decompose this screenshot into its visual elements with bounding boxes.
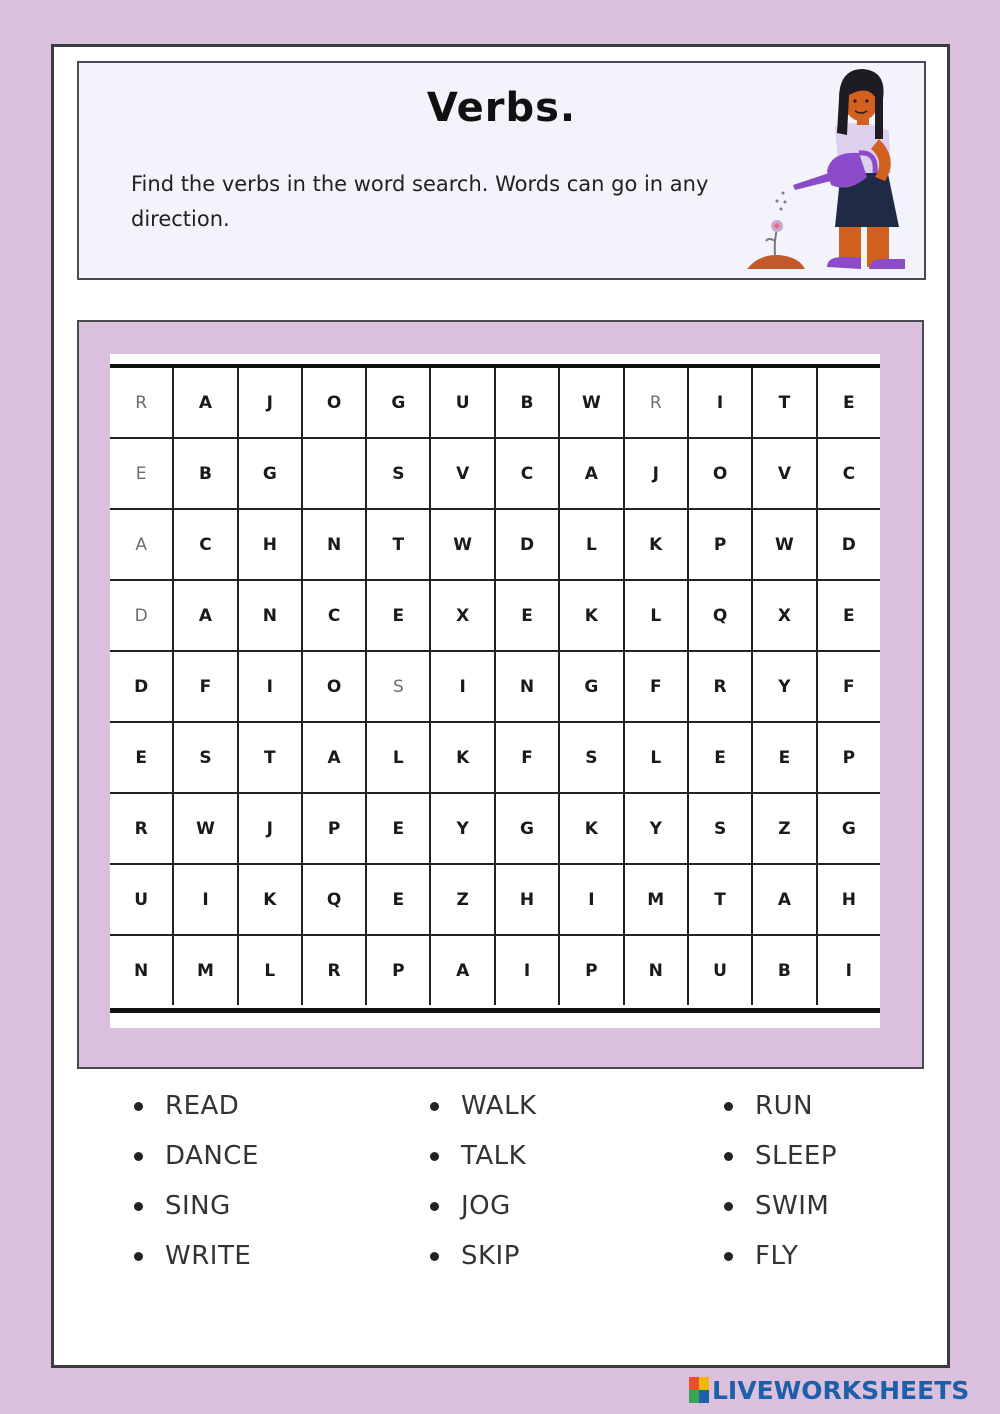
grid-cell[interactable]: A bbox=[430, 935, 494, 1005]
grid-bottom-rule bbox=[110, 1008, 880, 1013]
grid-cell[interactable]: Y bbox=[430, 793, 494, 864]
bullet-icon bbox=[724, 1152, 733, 1161]
grid-cell[interactable]: B bbox=[752, 935, 816, 1005]
grid-cell[interactable]: U bbox=[430, 368, 494, 438]
bullet-icon bbox=[724, 1252, 733, 1261]
grid-cell[interactable]: C bbox=[817, 438, 880, 509]
word-label: SLEEP bbox=[755, 1141, 838, 1171]
grid-cell[interactable]: A bbox=[173, 580, 237, 651]
grid-cell[interactable]: E bbox=[366, 580, 430, 651]
word-list-item bbox=[426, 1183, 666, 1233]
grid-cell[interactable]: F bbox=[173, 651, 237, 722]
word-list-item bbox=[426, 1133, 666, 1183]
word-label: SKIP bbox=[461, 1241, 520, 1271]
word-list-item bbox=[130, 1183, 370, 1233]
header-box bbox=[77, 61, 926, 280]
grid-cell[interactable]: I bbox=[495, 935, 559, 1005]
word-label: WALK bbox=[461, 1091, 537, 1121]
grid-cell[interactable]: I bbox=[238, 651, 302, 722]
grid-cell[interactable]: K bbox=[559, 580, 623, 651]
grid-cell[interactable]: I bbox=[430, 651, 494, 722]
grid-cell[interactable]: F bbox=[624, 651, 688, 722]
word-list-item bbox=[426, 1233, 666, 1283]
bullet-icon bbox=[724, 1102, 733, 1111]
grid-cell[interactable]: V bbox=[430, 438, 494, 509]
grid-cell[interactable]: D bbox=[110, 580, 173, 651]
grid-cell[interactable]: J bbox=[624, 438, 688, 509]
grid-cell[interactable]: A bbox=[110, 509, 173, 580]
grid-cell[interactable]: G bbox=[495, 793, 559, 864]
logo-text: LIVEWORKSHEETS bbox=[712, 1375, 970, 1405]
grid-cell[interactable]: Q bbox=[302, 864, 366, 935]
grid-cell[interactable]: L bbox=[624, 580, 688, 651]
grid-cell[interactable]: F bbox=[817, 651, 880, 722]
grid-cell[interactable]: E bbox=[817, 368, 880, 438]
word-label: RUN bbox=[755, 1091, 814, 1121]
grid-cell[interactable]: G bbox=[559, 651, 623, 722]
grid-cell[interactable]: D bbox=[817, 509, 880, 580]
grid-cell[interactable]: S bbox=[559, 722, 623, 793]
grid-cell[interactable]: D bbox=[495, 509, 559, 580]
grid-cell[interactable]: J bbox=[238, 793, 302, 864]
word-list-item bbox=[720, 1083, 960, 1133]
grid-row bbox=[110, 580, 880, 651]
word-list-item bbox=[130, 1083, 370, 1133]
bullet-icon bbox=[134, 1152, 143, 1161]
grid-cell[interactable]: R bbox=[110, 368, 173, 438]
grid-cell[interactable]: G bbox=[817, 793, 880, 864]
grid-cell[interactable]: J bbox=[238, 368, 302, 438]
grid-cell[interactable]: M bbox=[624, 864, 688, 935]
bullet-icon bbox=[134, 1202, 143, 1211]
grid-cell[interactable]: S bbox=[173, 722, 237, 793]
page-title: Verbs. bbox=[426, 85, 577, 131]
bullet-icon bbox=[134, 1102, 143, 1111]
word-label: TALK bbox=[461, 1141, 527, 1171]
grid-cell[interactable]: R bbox=[110, 793, 173, 864]
grid-cell[interactable]: K bbox=[624, 509, 688, 580]
grid-row bbox=[110, 793, 880, 864]
grid-cell[interactable]: I bbox=[845, 960, 852, 981]
grid-cell[interactable]: E bbox=[110, 438, 173, 509]
word-label: DANCE bbox=[165, 1141, 259, 1171]
word-label: WRITE bbox=[165, 1241, 252, 1271]
bullet-icon bbox=[724, 1202, 733, 1211]
grid-cell[interactable]: Z bbox=[430, 864, 494, 935]
grid-cell[interactable]: H bbox=[817, 864, 880, 935]
grid-cell[interactable]: M bbox=[173, 935, 237, 1005]
grid-cell[interactable]: A bbox=[173, 368, 237, 438]
grid-cell[interactable]: P bbox=[366, 935, 430, 1005]
grid-cell[interactable]: U bbox=[688, 935, 752, 1005]
grid-cell[interactable]: N bbox=[302, 509, 366, 580]
grid-row bbox=[110, 864, 880, 935]
grid-cell[interactable]: G bbox=[366, 368, 430, 438]
grid-cell[interactable]: W bbox=[173, 793, 237, 864]
grid-cell[interactable]: Q bbox=[688, 580, 752, 651]
word-label: JOG bbox=[461, 1191, 511, 1221]
grid-cell[interactable]: E bbox=[366, 793, 430, 864]
grid-cell[interactable]: X bbox=[430, 580, 494, 651]
bullet-icon bbox=[430, 1252, 439, 1261]
grid-cell[interactable]: N bbox=[238, 580, 302, 651]
grid-cell[interactable]: E bbox=[495, 580, 559, 651]
grid-cell[interactable]: L bbox=[366, 722, 430, 793]
grid-cell[interactable]: A bbox=[302, 722, 366, 793]
word-search-table bbox=[110, 368, 880, 1005]
grid-cell[interactable]: K bbox=[559, 793, 623, 864]
grid-cell[interactable]: X bbox=[752, 580, 816, 651]
grid-cell[interactable] bbox=[302, 438, 366, 509]
bullet-icon bbox=[430, 1152, 439, 1161]
grid-cell[interactable]: R bbox=[688, 651, 752, 722]
grid-cell[interactable]: K bbox=[238, 864, 302, 935]
grid-cell[interactable]: C bbox=[302, 580, 366, 651]
grid-cell[interactable]: B bbox=[173, 438, 237, 509]
grid-cell[interactable]: E bbox=[688, 722, 752, 793]
word-list-item bbox=[720, 1183, 960, 1233]
word-label: SWIM bbox=[755, 1191, 830, 1221]
word-label: READ bbox=[165, 1091, 240, 1121]
grid-cell[interactable]: V bbox=[752, 438, 816, 509]
grid-cell[interactable]: W bbox=[430, 509, 494, 580]
word-list-item bbox=[426, 1083, 666, 1133]
grid-cell[interactable]: R bbox=[624, 368, 688, 438]
grid-cell[interactable]: G bbox=[238, 438, 302, 509]
grid-cell[interactable]: L bbox=[559, 509, 623, 580]
grid-cell[interactable]: E bbox=[817, 580, 880, 651]
grid-cell[interactable]: B bbox=[495, 368, 559, 438]
grid-cell[interactable]: L bbox=[624, 722, 688, 793]
grid-cell[interactable]: A bbox=[559, 438, 623, 509]
bullet-icon bbox=[134, 1252, 143, 1261]
grid-row bbox=[110, 722, 880, 793]
grid-cell[interactable]: Y bbox=[624, 793, 688, 864]
grid-cell[interactable]: T bbox=[366, 509, 430, 580]
grid-cell[interactable]: O bbox=[302, 368, 366, 438]
grid-cell[interactable]: P bbox=[817, 722, 880, 793]
grid-row bbox=[110, 438, 880, 509]
word-list-item bbox=[130, 1133, 370, 1183]
grid-cell[interactable]: T bbox=[688, 864, 752, 935]
liveworksheets-logo-icon bbox=[689, 1377, 709, 1403]
grid-cell[interactable]: R bbox=[302, 935, 366, 1005]
grid-cell[interactable]: A bbox=[752, 864, 816, 935]
grid-cell[interactable]: K bbox=[430, 722, 494, 793]
grid-cell[interactable]: E bbox=[366, 864, 430, 935]
grid-cell[interactable]: U bbox=[110, 864, 173, 935]
grid-cell[interactable]: L bbox=[238, 935, 302, 1005]
grid-cell[interactable]: W bbox=[752, 509, 816, 580]
grid-cell[interactable]: N bbox=[495, 651, 559, 722]
grid-cell[interactable]: I bbox=[559, 864, 623, 935]
grid-cell[interactable]: S bbox=[366, 438, 430, 509]
grid-cell[interactable]: O bbox=[688, 438, 752, 509]
girl-watering-flower-illustration bbox=[739, 69, 919, 274]
word-list-column-2 bbox=[426, 1083, 666, 1283]
grid-row bbox=[110, 651, 880, 722]
grid-cell[interactable]: H bbox=[495, 864, 559, 935]
grid-cell[interactable]: W bbox=[559, 368, 623, 438]
grid-cell[interactable]: P bbox=[302, 793, 366, 864]
grid-cell[interactable]: P bbox=[559, 935, 623, 1005]
grid-cell[interactable]: I bbox=[173, 864, 237, 935]
instructions-text: Find the verbs in the word search. Words can go in any direction. bbox=[131, 172, 709, 231]
grid-cell[interactable]: H bbox=[238, 509, 302, 580]
grid-cell[interactable]: D bbox=[110, 651, 173, 722]
word-list-item bbox=[720, 1133, 960, 1183]
grid-cell[interactable]: F bbox=[495, 722, 559, 793]
grid-cell[interactable]: N bbox=[624, 935, 688, 1005]
word-label: SING bbox=[165, 1191, 231, 1221]
word-list-column-1 bbox=[130, 1083, 370, 1283]
word-list-item bbox=[130, 1233, 370, 1283]
bullet-icon bbox=[430, 1102, 439, 1111]
word-list bbox=[130, 1083, 890, 1293]
grid-cell[interactable]: E bbox=[752, 722, 816, 793]
word-label: FLY bbox=[755, 1241, 799, 1271]
grid-row bbox=[110, 935, 880, 1005]
grid-row bbox=[110, 509, 880, 580]
grid-cell[interactable]: T bbox=[238, 722, 302, 793]
grid-cell[interactable]: S bbox=[688, 793, 752, 864]
liveworksheets-logo[interactable] bbox=[689, 1374, 969, 1406]
grid-cell[interactable]: Z bbox=[752, 793, 816, 864]
grid-cell[interactable]: P bbox=[688, 509, 752, 580]
grid-cell[interactable]: C bbox=[495, 438, 559, 509]
grid-cell[interactable]: O bbox=[302, 651, 366, 722]
grid-cell[interactable]: I bbox=[688, 368, 752, 438]
bullet-icon bbox=[430, 1202, 439, 1211]
word-list-item bbox=[720, 1233, 960, 1283]
grid-cell[interactable]: C bbox=[173, 509, 237, 580]
grid-cell[interactable]: S bbox=[366, 651, 430, 722]
word-list-column-3 bbox=[720, 1083, 960, 1283]
grid-cell[interactable]: E bbox=[110, 722, 173, 793]
grid-cell[interactable]: N bbox=[110, 935, 173, 1005]
grid-row bbox=[110, 368, 880, 438]
grid-cell[interactable]: Y bbox=[752, 651, 816, 722]
grid-cell[interactable]: T bbox=[752, 368, 816, 438]
word-search-grid bbox=[110, 354, 880, 1028]
